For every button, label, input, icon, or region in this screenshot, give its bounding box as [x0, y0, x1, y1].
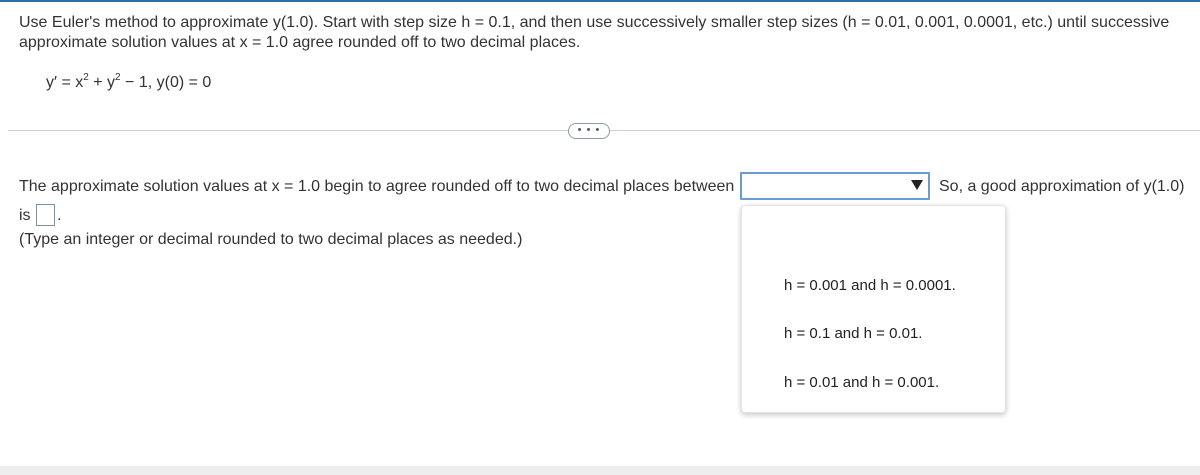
equation-exponent-x: 2 — [83, 72, 89, 83]
dropdown-option[interactable]: h = 0.001 and h = 0.0001. — [784, 277, 956, 294]
is-label: is — [19, 207, 31, 224]
answer-prompt: The approximate solution values at x = 1.0 begin to agree rounded off to two decimal places between — [19, 178, 735, 195]
approximation-text: So, a good approximation of y(1.0) — [939, 178, 1185, 195]
equation-lhs: y′ = x — [46, 74, 84, 91]
dropdown-option[interactable]: h = 0.01 and h = 0.001. — [784, 374, 940, 391]
equation-exponent-y: 2 — [115, 72, 121, 83]
step-size-dropdown[interactable] — [740, 172, 930, 200]
differential-equation — [46, 74, 211, 92]
question-text: Use Euler's method to approximate y(1.0). Start with step size h = 0.1, and then use successively smaller step sizes (h = 0.01, 0.001, 0.0001, etc.) until successive approximate solution values at x = 1.0 agree rounded off to two decimal places. — [19, 14, 1170, 51]
answer-hint: (Type an integer or decimal rounded to two decimal places as needed.) — [19, 231, 523, 248]
dropdown-menu — [741, 205, 1006, 413]
dropdown-arrow-icon[interactable] — [911, 180, 923, 190]
bottom-bar — [0, 466, 1200, 475]
approximation-input[interactable] — [36, 204, 55, 226]
expand-ellipsis-button[interactable]: • • • — [568, 123, 610, 139]
dropdown-option[interactable]: h = 0.1 and h = 0.01. — [784, 325, 923, 342]
equation-rest: − 1, y(0) = 0 — [120, 74, 212, 91]
equation-mid: + y — [88, 74, 116, 91]
period: . — [57, 207, 62, 224]
top-accent-bar — [0, 0, 1200, 2]
